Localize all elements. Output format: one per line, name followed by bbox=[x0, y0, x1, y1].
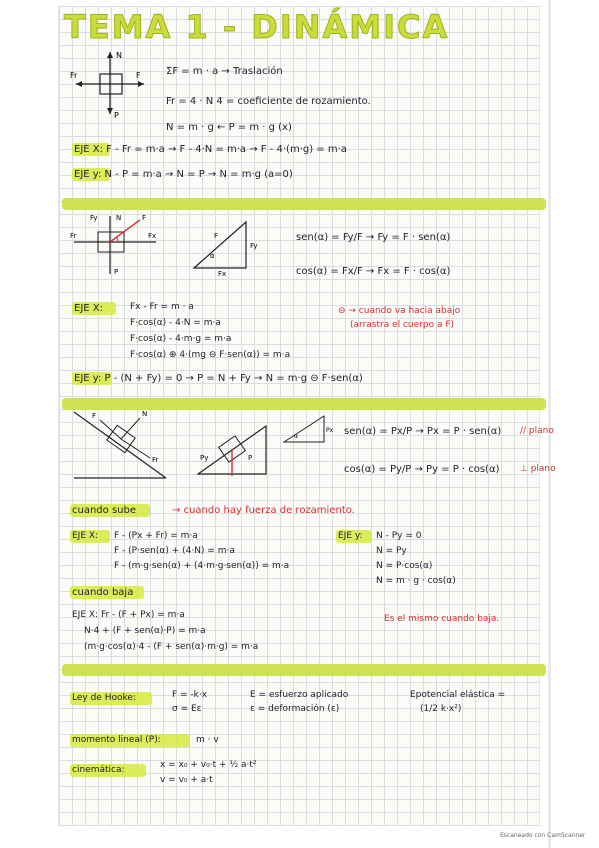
eq-ejey-1: EJE y: N - P = m·a → N = P → N = m·g (a=0) bbox=[74, 169, 293, 180]
svg-text:P: P bbox=[248, 454, 253, 462]
ejex-line: Fx - Fr = m · a bbox=[130, 302, 194, 312]
page-title: TEMA 1 - DINÁMICA bbox=[64, 8, 450, 46]
svg-text:F: F bbox=[142, 214, 147, 222]
svg-text:Fx: Fx bbox=[218, 270, 227, 278]
svg-text:N: N bbox=[116, 214, 122, 222]
ejey-line: N - Py = 0 bbox=[376, 531, 422, 541]
ejey-line: N = Py bbox=[376, 546, 407, 556]
hooke-def: E = esfuerzo aplicado bbox=[250, 690, 349, 700]
section-divider bbox=[62, 198, 546, 210]
triangle-diagram-2 bbox=[280, 412, 334, 452]
eq-sen-1: sen(α) = Fy/F → Fy = F · sen(α) bbox=[296, 232, 451, 243]
ejey-line: N = m · g · cos(α) bbox=[376, 576, 456, 586]
svg-text:α: α bbox=[294, 433, 298, 440]
section-divider bbox=[62, 664, 546, 676]
note-same: Es el mismo cuando baja. bbox=[384, 614, 500, 624]
svg-text:Py: Py bbox=[200, 454, 209, 462]
eq-normal: N = m · g ← P = m · g (x) bbox=[166, 122, 292, 133]
ejex-label-3: EJE X: bbox=[72, 531, 99, 541]
epot-label: Epotencial elástica = bbox=[410, 690, 506, 700]
axes-diagram-1 bbox=[70, 48, 150, 120]
ejey-line: N = P·cos(α) bbox=[376, 561, 433, 571]
note-friction: → cuando hay fuerza de rozamiento. bbox=[172, 505, 355, 516]
eq-newton: ΣF = m · a → Traslación bbox=[166, 66, 283, 77]
svg-text:P: P bbox=[114, 111, 119, 120]
eq-cos-2: cos(α) = Py/P → Py = P · cos(α) bbox=[344, 464, 500, 475]
svg-text:α: α bbox=[210, 252, 215, 260]
page-edge bbox=[548, 0, 551, 848]
svg-text:N: N bbox=[142, 410, 148, 418]
scanner-footer: Escaneado con CamScanner bbox=[500, 832, 586, 839]
svg-text:N: N bbox=[116, 51, 122, 60]
ejex-line: F·cos(α) - 4·N = m·a bbox=[130, 318, 221, 328]
svg-text:Fy: Fy bbox=[250, 242, 258, 250]
svg-text:Fr: Fr bbox=[70, 71, 78, 80]
svg-text:P: P bbox=[114, 268, 119, 276]
svg-text:Px: Px bbox=[326, 427, 334, 434]
ejex-line: F·cos(α) ⊕ 4·(mg ⊖ F·sen(α)) = m·a bbox=[130, 350, 291, 360]
svg-text:Fy: Fy bbox=[90, 214, 98, 222]
baja-line: EJE X: Fr - (F + Px) = m·a bbox=[72, 610, 185, 620]
ejey-label-3: EJE y: bbox=[338, 531, 363, 541]
svg-text:Fx: Fx bbox=[148, 232, 157, 240]
hooke-def: ε = deformación (ε) bbox=[250, 704, 340, 714]
eq-cos-1: cos(α) = Fx/F → Fx = F · cos(α) bbox=[296, 266, 451, 277]
ejex-line: F·cos(α) - 4·m·g = m·a bbox=[130, 334, 232, 344]
axes-diagram-2 bbox=[70, 212, 160, 278]
ejex-line: F - (m·g·sen(α) + (4·m·g·sen(α)) = m·a bbox=[114, 561, 290, 571]
eq-sen-2: sen(α) = Px/P → Px = P · sen(α) bbox=[344, 426, 502, 437]
svg-text:F: F bbox=[136, 71, 141, 80]
label-hooke: Ley de Hooke: bbox=[72, 693, 136, 703]
label-momento: momento lineal (P): bbox=[72, 735, 161, 745]
momento-value: m · v bbox=[196, 735, 219, 745]
ejex-line: F - (Px + Fr) = m·a bbox=[114, 531, 198, 541]
epot-value: (1/2 k·x²) bbox=[420, 704, 462, 714]
incline-diagram-1 bbox=[70, 406, 170, 486]
svg-text:Fr: Fr bbox=[70, 232, 77, 240]
hooke-line: σ = Eε bbox=[172, 704, 202, 714]
note-downward: ⊖ → cuando va hacia abajo bbox=[338, 306, 461, 316]
eq-friction: Fr = 4 · N 4 = coeficiente de rozamiento. bbox=[166, 96, 371, 107]
svg-text:F: F bbox=[214, 232, 219, 240]
triangle-diagram-1 bbox=[190, 218, 260, 278]
label-cinematica: cinemática: bbox=[72, 765, 125, 775]
label-sube: cuando sube bbox=[72, 505, 136, 516]
hooke-line: F = -k·x bbox=[172, 690, 208, 700]
baja-line: (m·g·cos(α)·4 - (F + sen(α)·m·g) = m·a bbox=[84, 642, 259, 652]
ejex-line: F - (P·sen(α) + (4·N) = m·a bbox=[114, 546, 235, 556]
incline-diagram-2 bbox=[194, 416, 274, 480]
svg-text:Fr: Fr bbox=[152, 456, 159, 464]
tag-parallel: // plano bbox=[520, 426, 554, 436]
note-drag: (arrastra el cuerpo a F) bbox=[350, 320, 455, 330]
svg-text:F: F bbox=[92, 412, 97, 420]
baja-line: N·4 + (F + sen(α)·P) = m·a bbox=[84, 626, 206, 636]
ejex-label-2: EJE X: bbox=[74, 303, 103, 314]
cin-line: v = v₀ + a·t bbox=[160, 775, 213, 785]
cin-line: x = x₀ + v₀·t + ½ a·t² bbox=[160, 760, 257, 770]
tag-perp: ⊥ plano bbox=[520, 464, 556, 474]
eq-ejex-1: EJE X: F - Fr = m·a → F - 4·N = m·a → F - 4·(m·g) = m·a bbox=[74, 144, 347, 155]
label-baja: cuando baja bbox=[72, 587, 134, 598]
eq-ejey-2: EJE y: P - (N + Fy) = 0 → P = N + Fy → N = m·g ⊖ F·sen(α) bbox=[74, 373, 363, 384]
